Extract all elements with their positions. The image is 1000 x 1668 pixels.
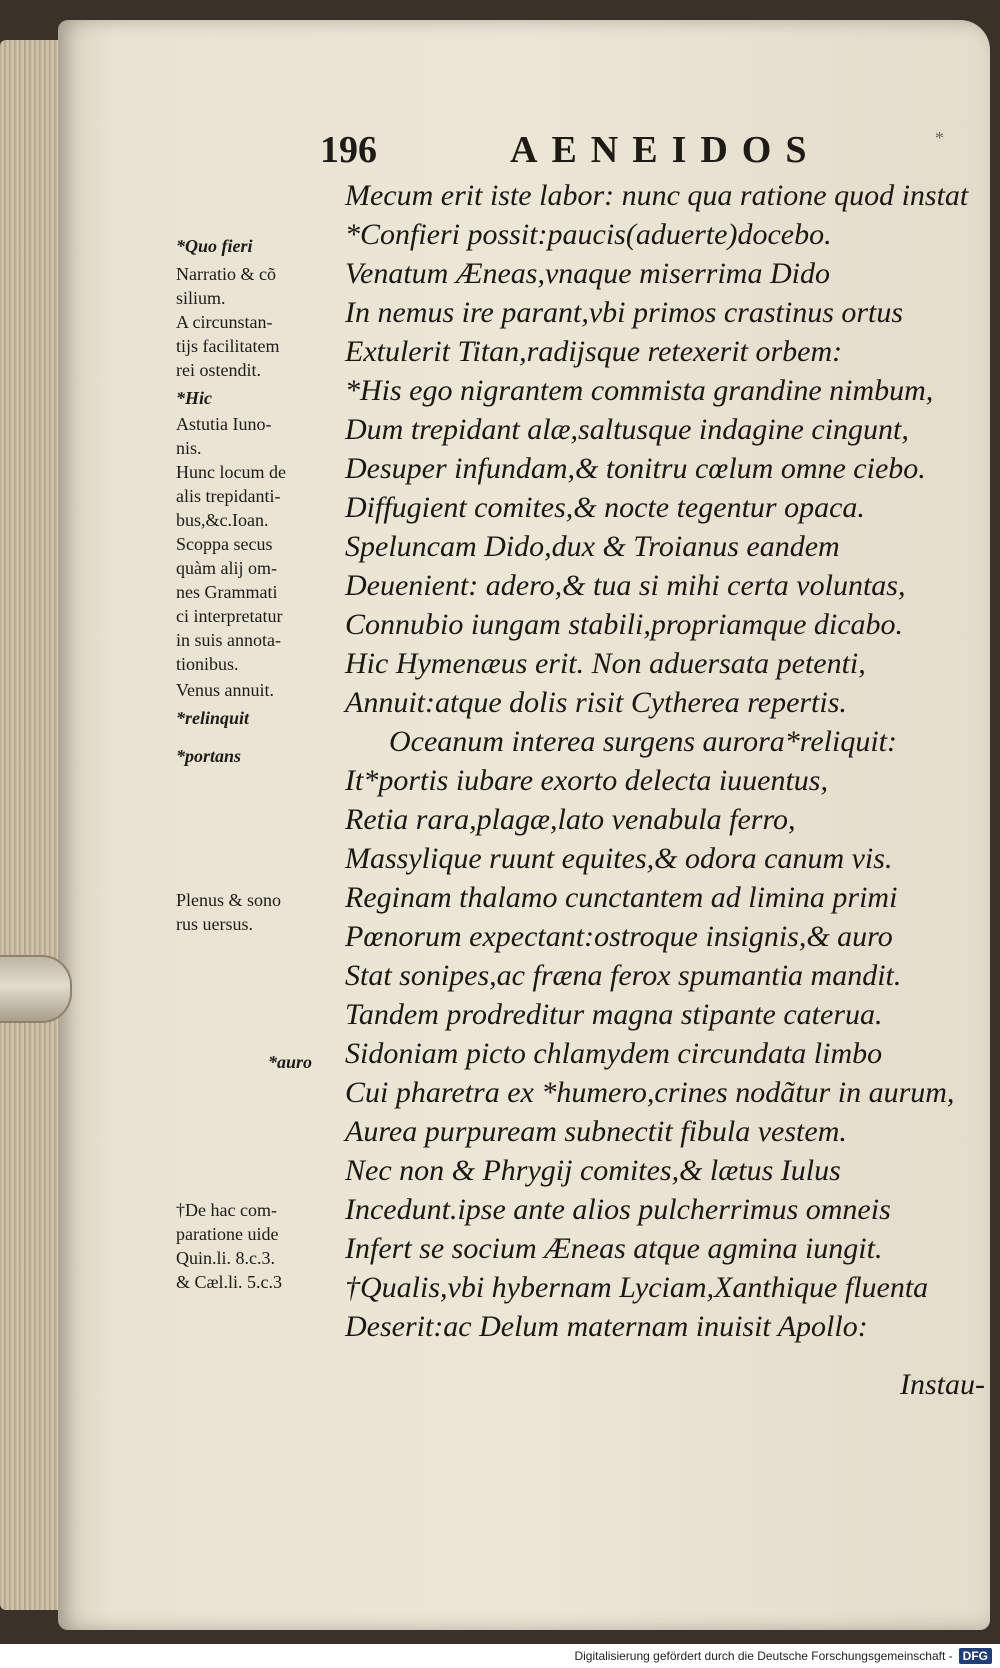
verse-line: Oceanum interea surgens aurora*reliquit:	[389, 725, 897, 758]
verse-line: *Confieri possit:paucis(aduerte)docebo.	[345, 218, 832, 251]
margin-note: Astutia Iuno-	[176, 414, 272, 434]
verse-line: Mecum erit iste labor: nunc qua ratione quod instat	[345, 179, 969, 212]
verse-line: Hic Hymenæus erit. Non aduersata petenti,	[345, 647, 866, 680]
verse-line: Annuit:atque dolis risit Cytherea repertis.	[345, 686, 847, 719]
verse-line: Massylique ruunt equites,& odora canum vis.	[345, 842, 893, 875]
verse-line: Diffugient comites,& nocte tegentur opaca.	[345, 491, 865, 524]
margin-note: alis trepidanti-	[176, 486, 281, 506]
margin-note: nes Grammati	[176, 582, 278, 602]
verse-line: Aurea purpuream subnectit fibula vestem.	[345, 1115, 847, 1148]
footer-text: Digitalisierung gefördert durch die Deutsche Forschungsgemeinschaft -	[574, 1649, 953, 1663]
margin-note: paratione uide	[176, 1224, 279, 1244]
margin-note: quàm alij om-	[176, 558, 277, 578]
digitization-footer	[0, 1644, 1000, 1668]
verse-line: Extulerit Titan,radijsque retexerit orbem:	[345, 335, 843, 368]
margin-note: nis.	[176, 438, 202, 458]
verse-line: Desuper infundam,& tonitru cœlum omne ciebo.	[345, 452, 926, 485]
margin-note: bus,&c.Ioan.	[176, 510, 269, 530]
verse-line: Retia rara,plagæ,lato venabula ferro,	[345, 803, 796, 836]
margin-note: ci interpretatur	[176, 606, 283, 626]
verse-line: Nec non & Phrygij comites,& lætus Iulus	[345, 1154, 841, 1187]
running-title: AENEIDOS	[510, 129, 821, 171]
verse-line: In nemus ire parant,vbi primos crastinus ortus	[345, 296, 904, 329]
margin-note: silium.	[176, 288, 226, 308]
margin-note: Narratio & cõ	[176, 264, 276, 284]
verse-line: Connubio iungam stabili,propriamque dicabo.	[345, 608, 904, 641]
margin-note: Scoppa secus	[176, 534, 273, 554]
verse-line: Infert se socium Æneas atque agmina iungit.	[345, 1232, 883, 1265]
margin-note: *auro	[268, 1052, 313, 1072]
verse-line: *His ego nigrantem commista grandine nimbum,	[345, 374, 934, 407]
verse-line: †Qualis,vbi hybernam Lyciam,Xanthique fluenta	[345, 1271, 929, 1304]
catchword: Instau-	[900, 1368, 985, 1401]
dfg-logo: DFG	[959, 1648, 992, 1664]
margin-note: *Quo fieri	[176, 236, 253, 256]
verse-line: Dum trepidant alæ,saltusque indagine cingunt,	[345, 413, 909, 446]
margin-note: in suis annota-	[176, 630, 281, 650]
margin-note: tionibus.	[176, 654, 239, 674]
page-clip	[0, 955, 72, 1023]
verse-line: Deserit:ac Delum maternam inuisit Apollo:	[345, 1310, 868, 1343]
page-header	[320, 128, 880, 178]
margin-note: A circunstan-	[176, 312, 273, 332]
verse-line: Incedunt.ipse ante alios pulcherrimus omneis	[345, 1193, 891, 1226]
verse-line: Sidoniam picto chlamydem circundata limbo	[345, 1037, 883, 1070]
margin-note: *Hic	[176, 388, 212, 408]
verse-line: Speluncam Dido,dux & Troianus eandem	[345, 530, 840, 563]
verse-line: Stat sonipes,ac fræna ferox spumantia mandit.	[345, 959, 902, 992]
pencil-mark: *	[935, 128, 944, 148]
margin-note: & Cæl.li. 5.c.3	[176, 1272, 283, 1292]
verse-line: Pœnorum expectant:ostroque insignis,& auro	[345, 920, 893, 953]
margin-note: Hunc locum de	[176, 462, 286, 482]
margin-note: †De hac com-	[176, 1200, 277, 1220]
verse-text-block	[345, 176, 985, 1346]
verse-line: Cui pharetra ex *humero,crines nodãtur in aurum,	[345, 1076, 955, 1109]
verse-line: Deuenient: adero,& tua si mihi certa voluntas,	[345, 569, 906, 602]
margin-note: tijs facilitatem	[176, 336, 280, 356]
margin-note: *relinquit	[176, 708, 250, 728]
page-number: 196	[320, 129, 377, 171]
margin-note: Plenus & sono	[176, 890, 282, 910]
verse-line: Tandem prodreditur magna stipante caterua.	[345, 998, 883, 1031]
margin-note: rei ostendit.	[176, 360, 261, 380]
verse-line: Reginam thalamo cunctantem ad limina primi	[345, 881, 898, 914]
verse-line: Venatum Æneas,vnaque miserrima Dido	[345, 257, 830, 290]
margin-note: *portans	[176, 746, 242, 766]
verse-line: It*portis iubare exorto delecta iuuentus,	[345, 764, 828, 797]
margin-note: rus uersus.	[176, 914, 253, 934]
margin-note: Quin.li. 8.c.3.	[176, 1248, 275, 1268]
margin-note: Venus annuit.	[176, 680, 274, 700]
